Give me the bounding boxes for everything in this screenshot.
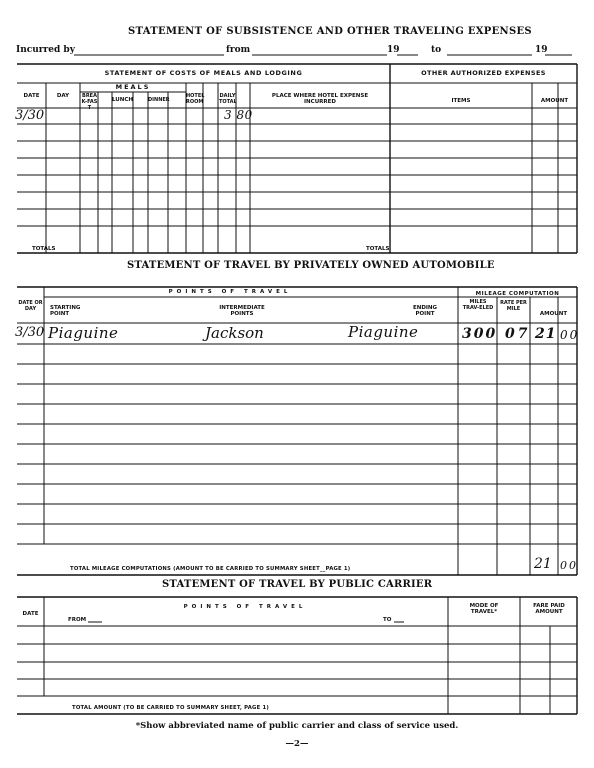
meals-row-date: 3/30 xyxy=(15,108,45,123)
page-number: —2— xyxy=(285,739,309,749)
col-items-header: ITEMS xyxy=(451,98,471,104)
col-miles-traveled-header: MILES TRAV-ELED xyxy=(462,299,494,311)
col-mode-of-travel-header: MODE OF TRAVEL* xyxy=(469,603,499,615)
col-date-or-day-header: DATE OR DAY xyxy=(18,300,43,312)
col-starting-point-header: STARTING POINT xyxy=(50,305,81,317)
auto-row-miles: 300 xyxy=(462,326,498,342)
col-dinner-header: DINNER xyxy=(148,97,170,103)
meals-totals-label: TOTALS xyxy=(32,246,56,252)
col-auto-amount-header: AMOUNT xyxy=(539,311,568,317)
year2-label: 19 xyxy=(535,45,548,55)
col-ending-point-header: ENDING POINT xyxy=(412,305,438,317)
meals-section-title: STATEMENT OF COSTS OF MEALS AND LODGING xyxy=(104,69,303,77)
col-public-date-header: DATE xyxy=(22,611,39,617)
meals-header: MEALS xyxy=(115,83,151,91)
total-mileage-cents: 00 xyxy=(560,559,578,572)
year1-label: 19 xyxy=(387,45,400,55)
auto-row-amount-cents: 00 xyxy=(560,328,580,342)
col-daily-total-header: DAILY TOTAL xyxy=(219,93,237,105)
col-intermediate-points-header: INTERMEDIATE POINTS xyxy=(219,305,265,317)
public-section-title: STATEMENT OF TRAVEL BY PUBLIC CARRIER xyxy=(162,579,433,590)
col-day-header: DAY xyxy=(56,93,70,99)
public-from-label: FROM xyxy=(68,617,87,623)
total-mileage-label: TOTAL MILEAGE COMPUTATIONS (AMOUNT TO BE CARRIED TO SUMMARY SHEET__PAGE 1) xyxy=(70,566,351,572)
form-title: STATEMENT OF SUBSISTENCE AND OTHER TRAVELING EXPENSES xyxy=(128,26,532,37)
col-lunch-header: LUNCH xyxy=(112,97,134,103)
total-mileage-dollars: 21 xyxy=(534,556,552,572)
auto-row-ending-point: Piaguine xyxy=(348,323,419,341)
from-label: from xyxy=(226,45,251,55)
public-total-label: TOTAL AMOUNT (TO BE CARRIED TO SUMMARY SHEET, PAGE 1) xyxy=(72,705,269,711)
col-rate-per-mile-header: RATE PER MILE xyxy=(500,300,527,312)
public-to-label: TO xyxy=(383,617,392,623)
auto-row-date: 3/30 xyxy=(15,325,45,340)
col-breakfast-header: BREAK-FAST xyxy=(81,93,98,111)
col-place-header: PLACE WHERE HOTEL EXPENSE INCURRED xyxy=(271,93,369,105)
to-label: to xyxy=(431,45,442,55)
auto-row-amount-dollars: 21 xyxy=(535,326,557,342)
mileage-computation-header: MILEAGE COMPUTATION xyxy=(475,291,560,297)
auto-row-intermediate-point: Jackson xyxy=(205,324,264,342)
auto-row-starting-point: Piaguine xyxy=(48,324,119,342)
col-fare-paid-header: FARE PAID AMOUNT xyxy=(533,603,565,615)
public-points-of-travel-header: POINTS OF TRAVEL xyxy=(183,604,307,610)
col-hotel-room-header: HOTEL ROOM xyxy=(186,93,205,105)
col-amount-header: AMOUNT xyxy=(540,98,569,104)
auto-row-rate: 07 xyxy=(505,326,531,342)
col-date-header: DATE xyxy=(23,93,40,99)
other-totals-label: TOTALS xyxy=(366,246,390,252)
footnote: *Show abbreviated name of public carrier and class of service used. xyxy=(135,721,459,731)
meals-row-daily-total: 3 80 xyxy=(224,108,253,122)
incurred-by-label: Incurred by xyxy=(16,45,75,55)
auto-section-title: STATEMENT OF TRAVEL BY PRIVATELY OWNED AUTOMOBILE xyxy=(127,260,495,271)
other-expenses-title: OTHER AUTHORIZED EXPENSES xyxy=(421,69,546,77)
points-of-travel-header: POINTS OF TRAVEL xyxy=(168,289,292,295)
